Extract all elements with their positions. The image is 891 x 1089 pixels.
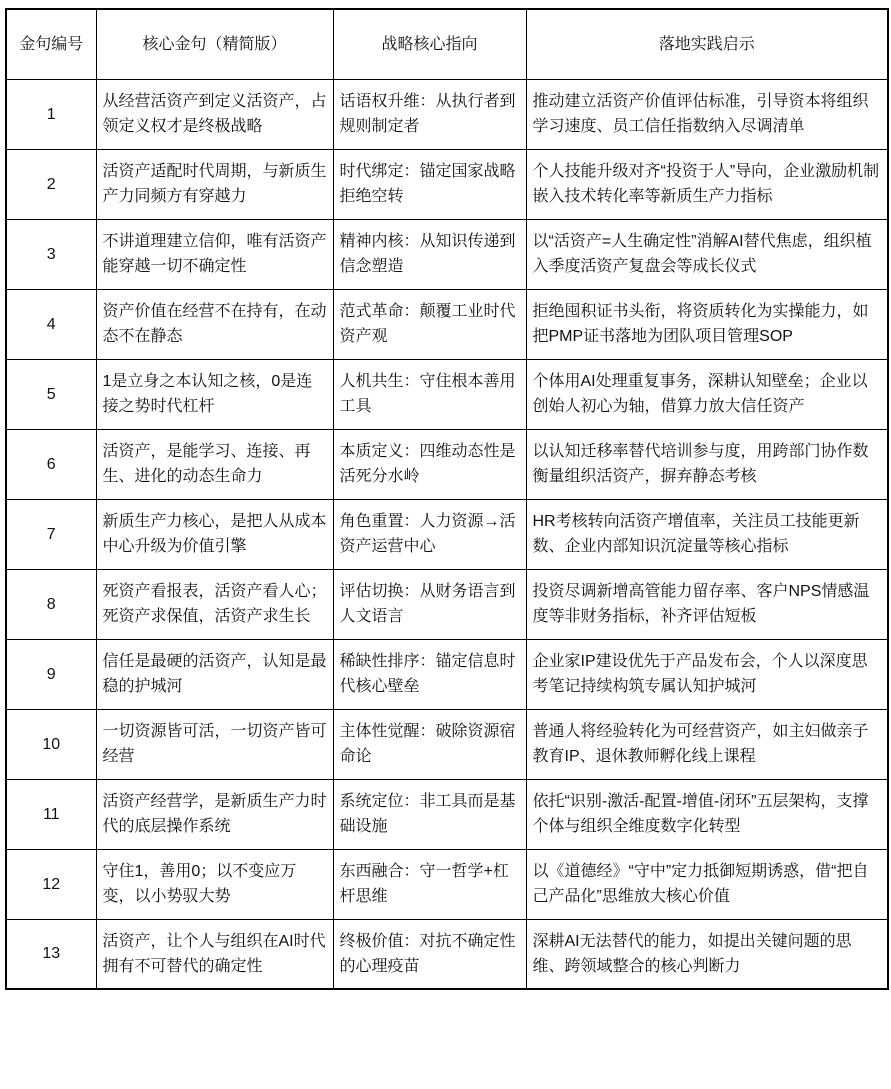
- cell-practice: 普通人将经验转化为可经营资产，如主妇做亲子教育IP、退休教师孵化线上课程: [526, 709, 888, 779]
- cell-practice: 深耕AI无法替代的能力，如提出关键问题的思维、跨领域整合的核心判断力: [526, 919, 888, 989]
- cell-number: 6: [6, 429, 96, 499]
- header-cell-core-quote: 核心金句（精简版）: [96, 9, 333, 79]
- table-row: [6, 149, 888, 219]
- cell-practice: 以认知迁移率替代培训参与度，用跨部门协作数衡量组织活资产，摒弃静态考核: [526, 429, 888, 499]
- cell-practice: 企业家IP建设优先于产品发布会，个人以深度思考笔记持续构筑专属认知护城河: [526, 639, 888, 709]
- cell-practice: 依托“识别-激活-配置-增值-闭环”五层架构，支撑个体与组织全维度数字化转型: [526, 779, 888, 849]
- cell-practice: 拒绝囤积证书头衔，将资质转化为实操能力，如把PMP证书落地为团队项目管理SOP: [526, 289, 888, 359]
- cell-strategy: 时代绑定：锚定国家战略拒绝空转: [333, 149, 526, 219]
- cell-practice: HR考核转向活资产增值率，关注员工技能更新数、企业内部知识沉淀量等核心指标: [526, 499, 888, 569]
- cell-number: 11: [6, 779, 96, 849]
- cell-number: 13: [6, 919, 96, 989]
- cell-core-quote: 1是立身之本认知之核，0是连接之势时代杠杆: [96, 359, 333, 429]
- header-cell-strategy: 战略核心指向: [333, 9, 526, 79]
- cell-number: 10: [6, 709, 96, 779]
- cell-core-quote: 一切资源皆可活，一切资产皆可经营: [96, 709, 333, 779]
- table-row: [6, 499, 888, 569]
- table-row: [6, 429, 888, 499]
- cell-core-quote: 不讲道理建立信仰，唯有活资产能穿越一切不确定性: [96, 219, 333, 289]
- cell-practice: 投资尽调新增高管能力留存率、客户NPS情感温度等非财务指标，补齐评估短板: [526, 569, 888, 639]
- cell-strategy: 话语权升维：从执行者到规则制定者: [333, 79, 526, 149]
- cell-number: 9: [6, 639, 96, 709]
- cell-number: 1: [6, 79, 96, 149]
- cell-practice: 推动建立活资产价值评估标准，引导资本将组织学习速度、员工信任指数纳入尽调清单: [526, 79, 888, 149]
- header-row: [6, 9, 888, 79]
- cell-core-quote: 活资产适配时代周期，与新质生产力同频方有穿越力: [96, 149, 333, 219]
- table-row: [6, 639, 888, 709]
- cell-strategy: 范式革命：颠覆工业时代资产观: [333, 289, 526, 359]
- header-cell-practice: 落地实践启示: [526, 9, 888, 79]
- cell-practice: 个人技能升级对齐“投资于人”导向，企业激励机制嵌入技术转化率等新质生产力指标: [526, 149, 888, 219]
- cell-strategy: 主体性觉醒：破除资源宿命论: [333, 709, 526, 779]
- golden-sentences-table: [5, 8, 889, 990]
- cell-number: 4: [6, 289, 96, 359]
- cell-core-quote: 资产价值在经营不在持有，在动态不在静态: [96, 289, 333, 359]
- table-body: [6, 79, 888, 989]
- cell-number: 3: [6, 219, 96, 289]
- cell-practice: 个体用AI处理重复事务，深耕认知壁垒；企业以创始人初心为轴，借算力放大信任资产: [526, 359, 888, 429]
- cell-number: 5: [6, 359, 96, 429]
- table-row: [6, 779, 888, 849]
- cell-core-quote: 守住1，善用0；以不变应万变，以小势驭大势: [96, 849, 333, 919]
- table-row: [6, 289, 888, 359]
- cell-number: 8: [6, 569, 96, 639]
- cell-number: 7: [6, 499, 96, 569]
- cell-number: 2: [6, 149, 96, 219]
- cell-strategy: 精神内核：从知识传递到信念塑造: [333, 219, 526, 289]
- cell-strategy: 人机共生：守住根本善用工具: [333, 359, 526, 429]
- cell-strategy: 终极价值：对抗不确定性的心理疫苗: [333, 919, 526, 989]
- cell-core-quote: 新质生产力核心，是把人从成本中心升级为价值引擎: [96, 499, 333, 569]
- cell-strategy: 系统定位：非工具而是基础设施: [333, 779, 526, 849]
- cell-core-quote: 信任是最硬的活资产，认知是最稳的护城河: [96, 639, 333, 709]
- cell-practice: 以“活资产=人生确定性”消解AI替代焦虑，组织植入季度活资产复盘会等成长仪式: [526, 219, 888, 289]
- cell-strategy: 角色重置：人力资源→活资产运营中心: [333, 499, 526, 569]
- cell-practice: 以《道德经》“守中”定力抵御短期诱惑，借“把自己产品化”思维放大核心价值: [526, 849, 888, 919]
- cell-strategy: 评估切换：从财务语言到人文语言: [333, 569, 526, 639]
- cell-strategy: 东西融合：守一哲学+杠杆思维: [333, 849, 526, 919]
- cell-core-quote: 从经营活资产到定义活资产，占领定义权才是终极战略: [96, 79, 333, 149]
- header-cell-number: 金句编号: [6, 9, 96, 79]
- cell-core-quote: 活资产，是能学习、连接、再生、进化的动态生命力: [96, 429, 333, 499]
- cell-core-quote: 活资产，让个人与组织在AI时代拥有不可替代的确定性: [96, 919, 333, 989]
- table-row: [6, 709, 888, 779]
- cell-core-quote: 死资产看报表，活资产看人心；死资产求保值，活资产求生长: [96, 569, 333, 639]
- cell-number: 12: [6, 849, 96, 919]
- cell-strategy: 稀缺性排序：锚定信息时代核心壁垒: [333, 639, 526, 709]
- table-row: [6, 569, 888, 639]
- cell-strategy: 本质定义：四维动态性是活死分水岭: [333, 429, 526, 499]
- cell-core-quote: 活资产经营学，是新质生产力时代的底层操作系统: [96, 779, 333, 849]
- table-row: [6, 849, 888, 919]
- table-row: [6, 919, 888, 989]
- table-row: [6, 359, 888, 429]
- table-row: [6, 219, 888, 289]
- table-row: [6, 79, 888, 149]
